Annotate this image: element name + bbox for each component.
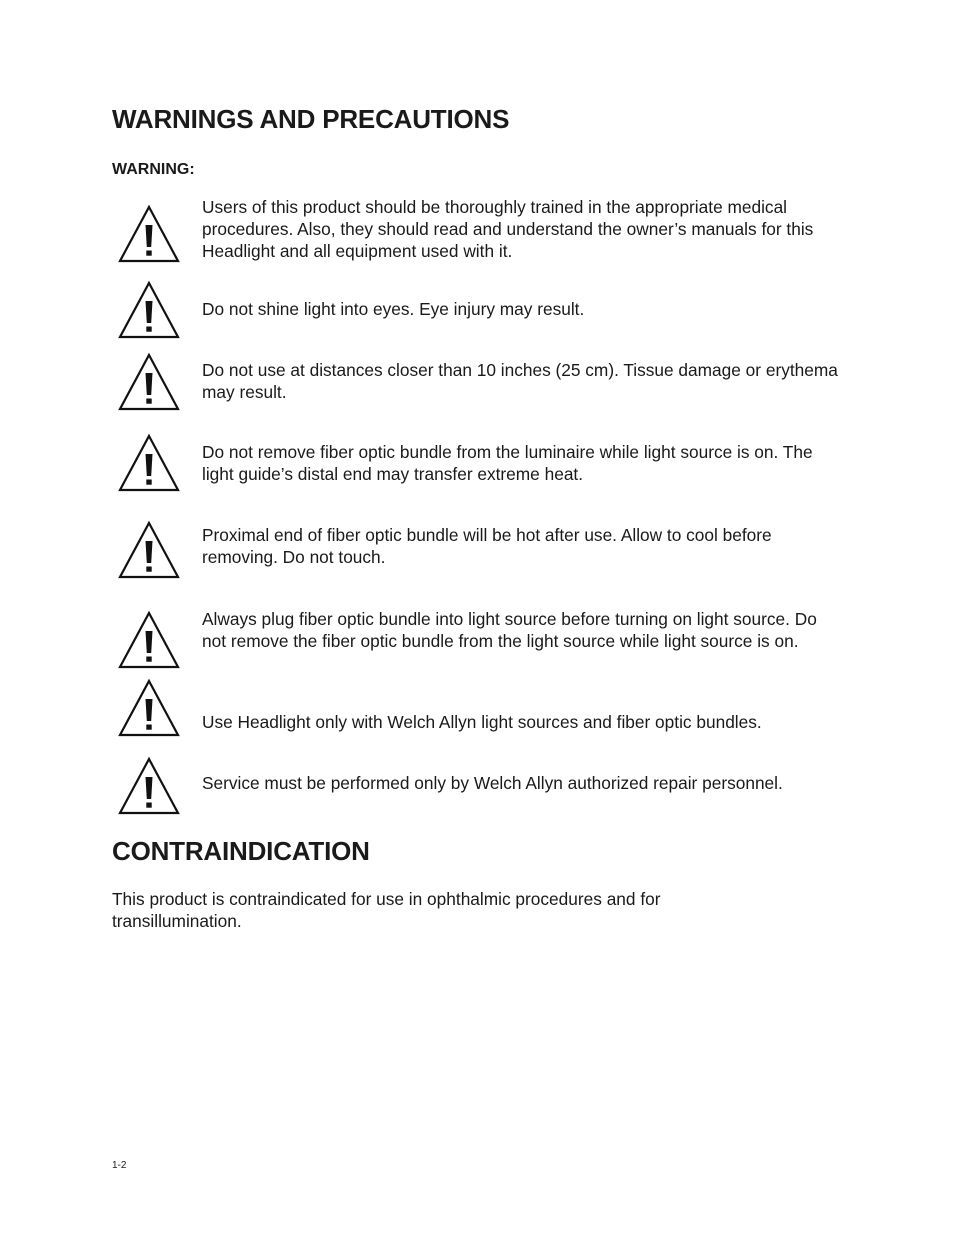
warning-triangle-icon bbox=[118, 352, 180, 412]
warning-triangle-icon bbox=[118, 678, 180, 738]
warning-text: Users of this product should be thoroughly trained in the appropriate medical procedures. Also, they should read and understand the owner’s manuals for this Headlight and all equipment used with it. bbox=[202, 197, 814, 261]
warning-text: Do not remove fiber optic bundle from the luminaire while light source is on. The light guide’s distal end may transfer extreme heat. bbox=[202, 442, 813, 484]
warning-text: Do not shine light into eyes. Eye injury may result. bbox=[202, 299, 585, 319]
contraindication-text: This product is contraindicated for use in ophthalmic procedures and for transillumination. bbox=[112, 889, 661, 931]
warning-triangle-icon bbox=[118, 433, 180, 493]
warning-triangle-icon bbox=[118, 204, 180, 264]
warning-triangle-icon bbox=[118, 756, 180, 816]
warning-triangle-icon bbox=[118, 610, 180, 670]
warning-text: Use Headlight only with Welch Allyn light sources and fiber optic bundles. bbox=[202, 712, 762, 732]
contraindication-heading: CONTRAINDICATION bbox=[112, 836, 370, 866]
warning-text: Service must be performed only by Welch Allyn authorized repair personnel. bbox=[202, 773, 783, 793]
warning-triangle-icon bbox=[118, 520, 180, 580]
warning-label: WARNING: bbox=[112, 161, 195, 178]
page-title: WARNINGS AND PRECAUTIONS bbox=[112, 104, 510, 134]
warning-text: Do not use at distances closer than 10 inches (25 cm). Tissue damage or erythema may result. bbox=[202, 360, 838, 402]
page-number: 1-2 bbox=[112, 1160, 127, 1171]
warning-triangle-icon bbox=[118, 280, 180, 340]
warning-text: Proximal end of fiber optic bundle will be hot after use. Allow to cool before removing. Do not touch. bbox=[202, 525, 772, 567]
warning-text: Always plug fiber optic bundle into light source before turning on light source. Do not remove the fiber optic bundle from the light source while light source is on. bbox=[202, 609, 817, 651]
